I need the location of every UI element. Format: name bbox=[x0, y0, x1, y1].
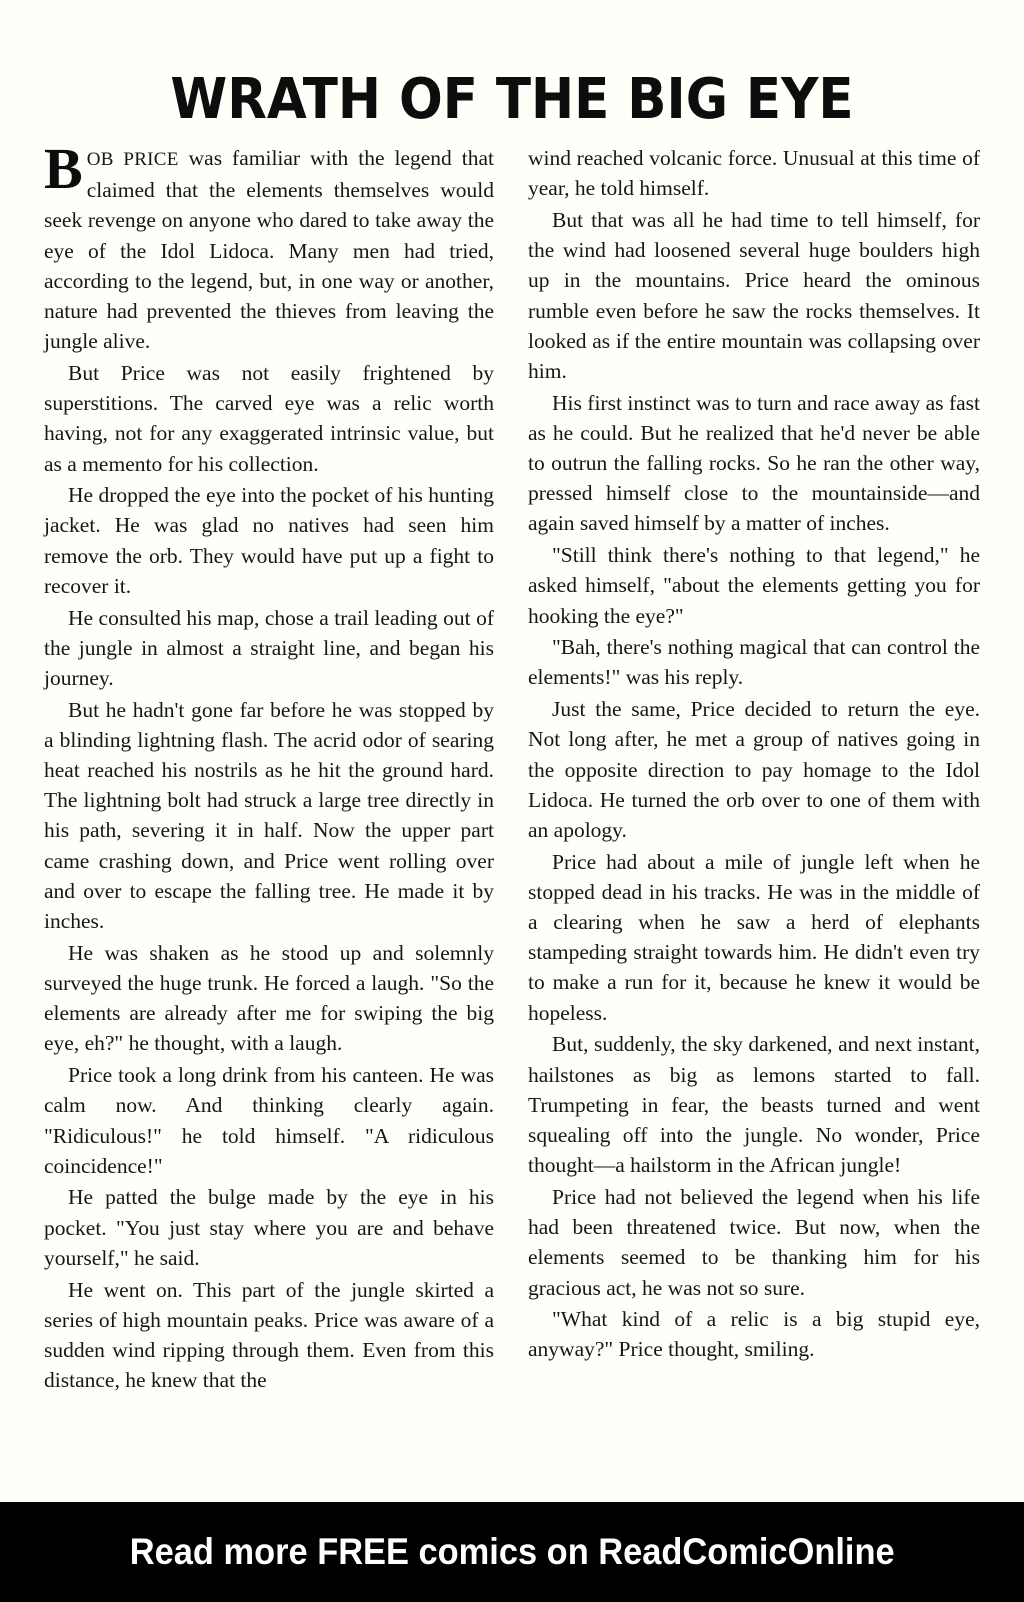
paragraph: But Price was not easily frightened by superstitions. The carved eye was a relic worth having, not for any exaggerated intrinsic value, but as a memento for his collection. bbox=[44, 360, 494, 476]
drop-cap: B bbox=[44, 136, 83, 201]
opening-caps: OB PRICE bbox=[86, 149, 179, 170]
paragraph: "Still think there's nothing to that legend," he asked himself, "about the elements getting you for hooking the eye?" bbox=[528, 543, 980, 628]
paragraph: He went on. This part of the jungle skirted a series of high mountain peaks. Price was aware of a sudden wind ripping through them. Even from this distance, he knew that the bbox=[44, 1277, 494, 1393]
right-text-column bbox=[528, 143, 980, 1366]
paragraph: He was shaken as he stood up and solemnly surveyed the huge trunk. He forced a laugh. "So the elements are already after me for swiping the big eye, eh?" he thought, with a laugh. bbox=[44, 940, 494, 1056]
promo-banner[interactable] bbox=[0, 1502, 1024, 1602]
paragraph: But, suddenly, the sky darkened, and next instant, hailstones as big as lemons started to fall. Trumpeting in fear, the beasts turned and went squealing off into the jungle. No wonder, Price thought—a hailstorm in the African jungle! bbox=[528, 1032, 980, 1178]
left-text-column bbox=[44, 136, 494, 1397]
promo-banner-text[interactable]: Read more FREE comics on ReadComicOnline bbox=[129, 1531, 895, 1572]
paragraph: "What kind of a relic is a big stupid eye, anyway?" Price thought, smiling. bbox=[528, 1307, 980, 1362]
paragraph-continued: wind reached volcanic force. Unusual at this time of year, he told himself. bbox=[528, 146, 980, 201]
paragraph: He dropped the eye into the pocket of his hunting jacket. He was glad no natives had seen him remove the orb. They would have put up a fight to recover it. bbox=[44, 483, 494, 598]
story-title: WRATH OF THE BIG EYE bbox=[170, 67, 854, 132]
paragraph: But that was all he had time to tell himself, for the wind had loosened several huge boulders high up in the mountains. Price heard the ominous rumble even before he saw the rocks themselves. It looked as if the entire mountain was collapsing over him. bbox=[528, 207, 980, 383]
paragraph: Price had not believed the legend when his life had been threatened twice. But now, when the elements seemed to be thanking him for his gracious act, he was not so sure. bbox=[528, 1184, 980, 1300]
paragraph: Just the same, Price decided to return the eye. Not long after, he met a group of natives going in the opposite direction to pay homage to the Idol Lidoca. He turned the orb over to one of them with an apology. bbox=[528, 697, 980, 842]
paragraph: He consulted his map, chose a trail leading out of the jungle in almost a straight line, and began his journey. bbox=[44, 605, 494, 690]
paragraph: "Bah, there's nothing magical that can control the elements!" was his reply. bbox=[528, 635, 980, 690]
paragraph: Price took a long drink from his canteen. He was calm now. And thinking clearly again. "Ridiculous!" he told himself. "A ridiculous coincidence!" bbox=[44, 1063, 494, 1178]
paragraph: He patted the bulge made by the eye in his pocket. "You just stay where you are and behave yourself," he said. bbox=[44, 1185, 494, 1270]
paragraph: BOB PRICE was familiar with the legend that claimed that the elements themselves would seek revenge on anyone who dared to take away the eye of the Idol Lidoca. Many men had tried, according to the legend, but, in one way or another, nature had prevented the thieves from leaving the jungle alive. bbox=[44, 136, 494, 354]
paragraph: Price had about a mile of jungle left when he stopped dead in his tracks. He was in the middle of a clearing when he saw a herd of elephants stampeding straight towards him. He didn't even try to make a run for it, because he knew it would be hopeless. bbox=[528, 849, 980, 1025]
paragraph: But he hadn't gone far before he was stopped by a blinding lightning flash. The acrid odor of searing heat reached his nostrils as he hit the ground hard. The lightning bolt had struck a large tree directly in his path, severing it in half. Now the upper part came crashing down, and Price went rolling over and over to escape the falling tree. He made it by inches. bbox=[44, 697, 494, 934]
paragraph: His first instinct was to turn and race away as fast as he could. But he realized that he'd never be able to outrun the falling rocks. So he ran the other way, pressed himself close to the mountainside—and again saved himself by a matter of inches. bbox=[528, 390, 980, 536]
